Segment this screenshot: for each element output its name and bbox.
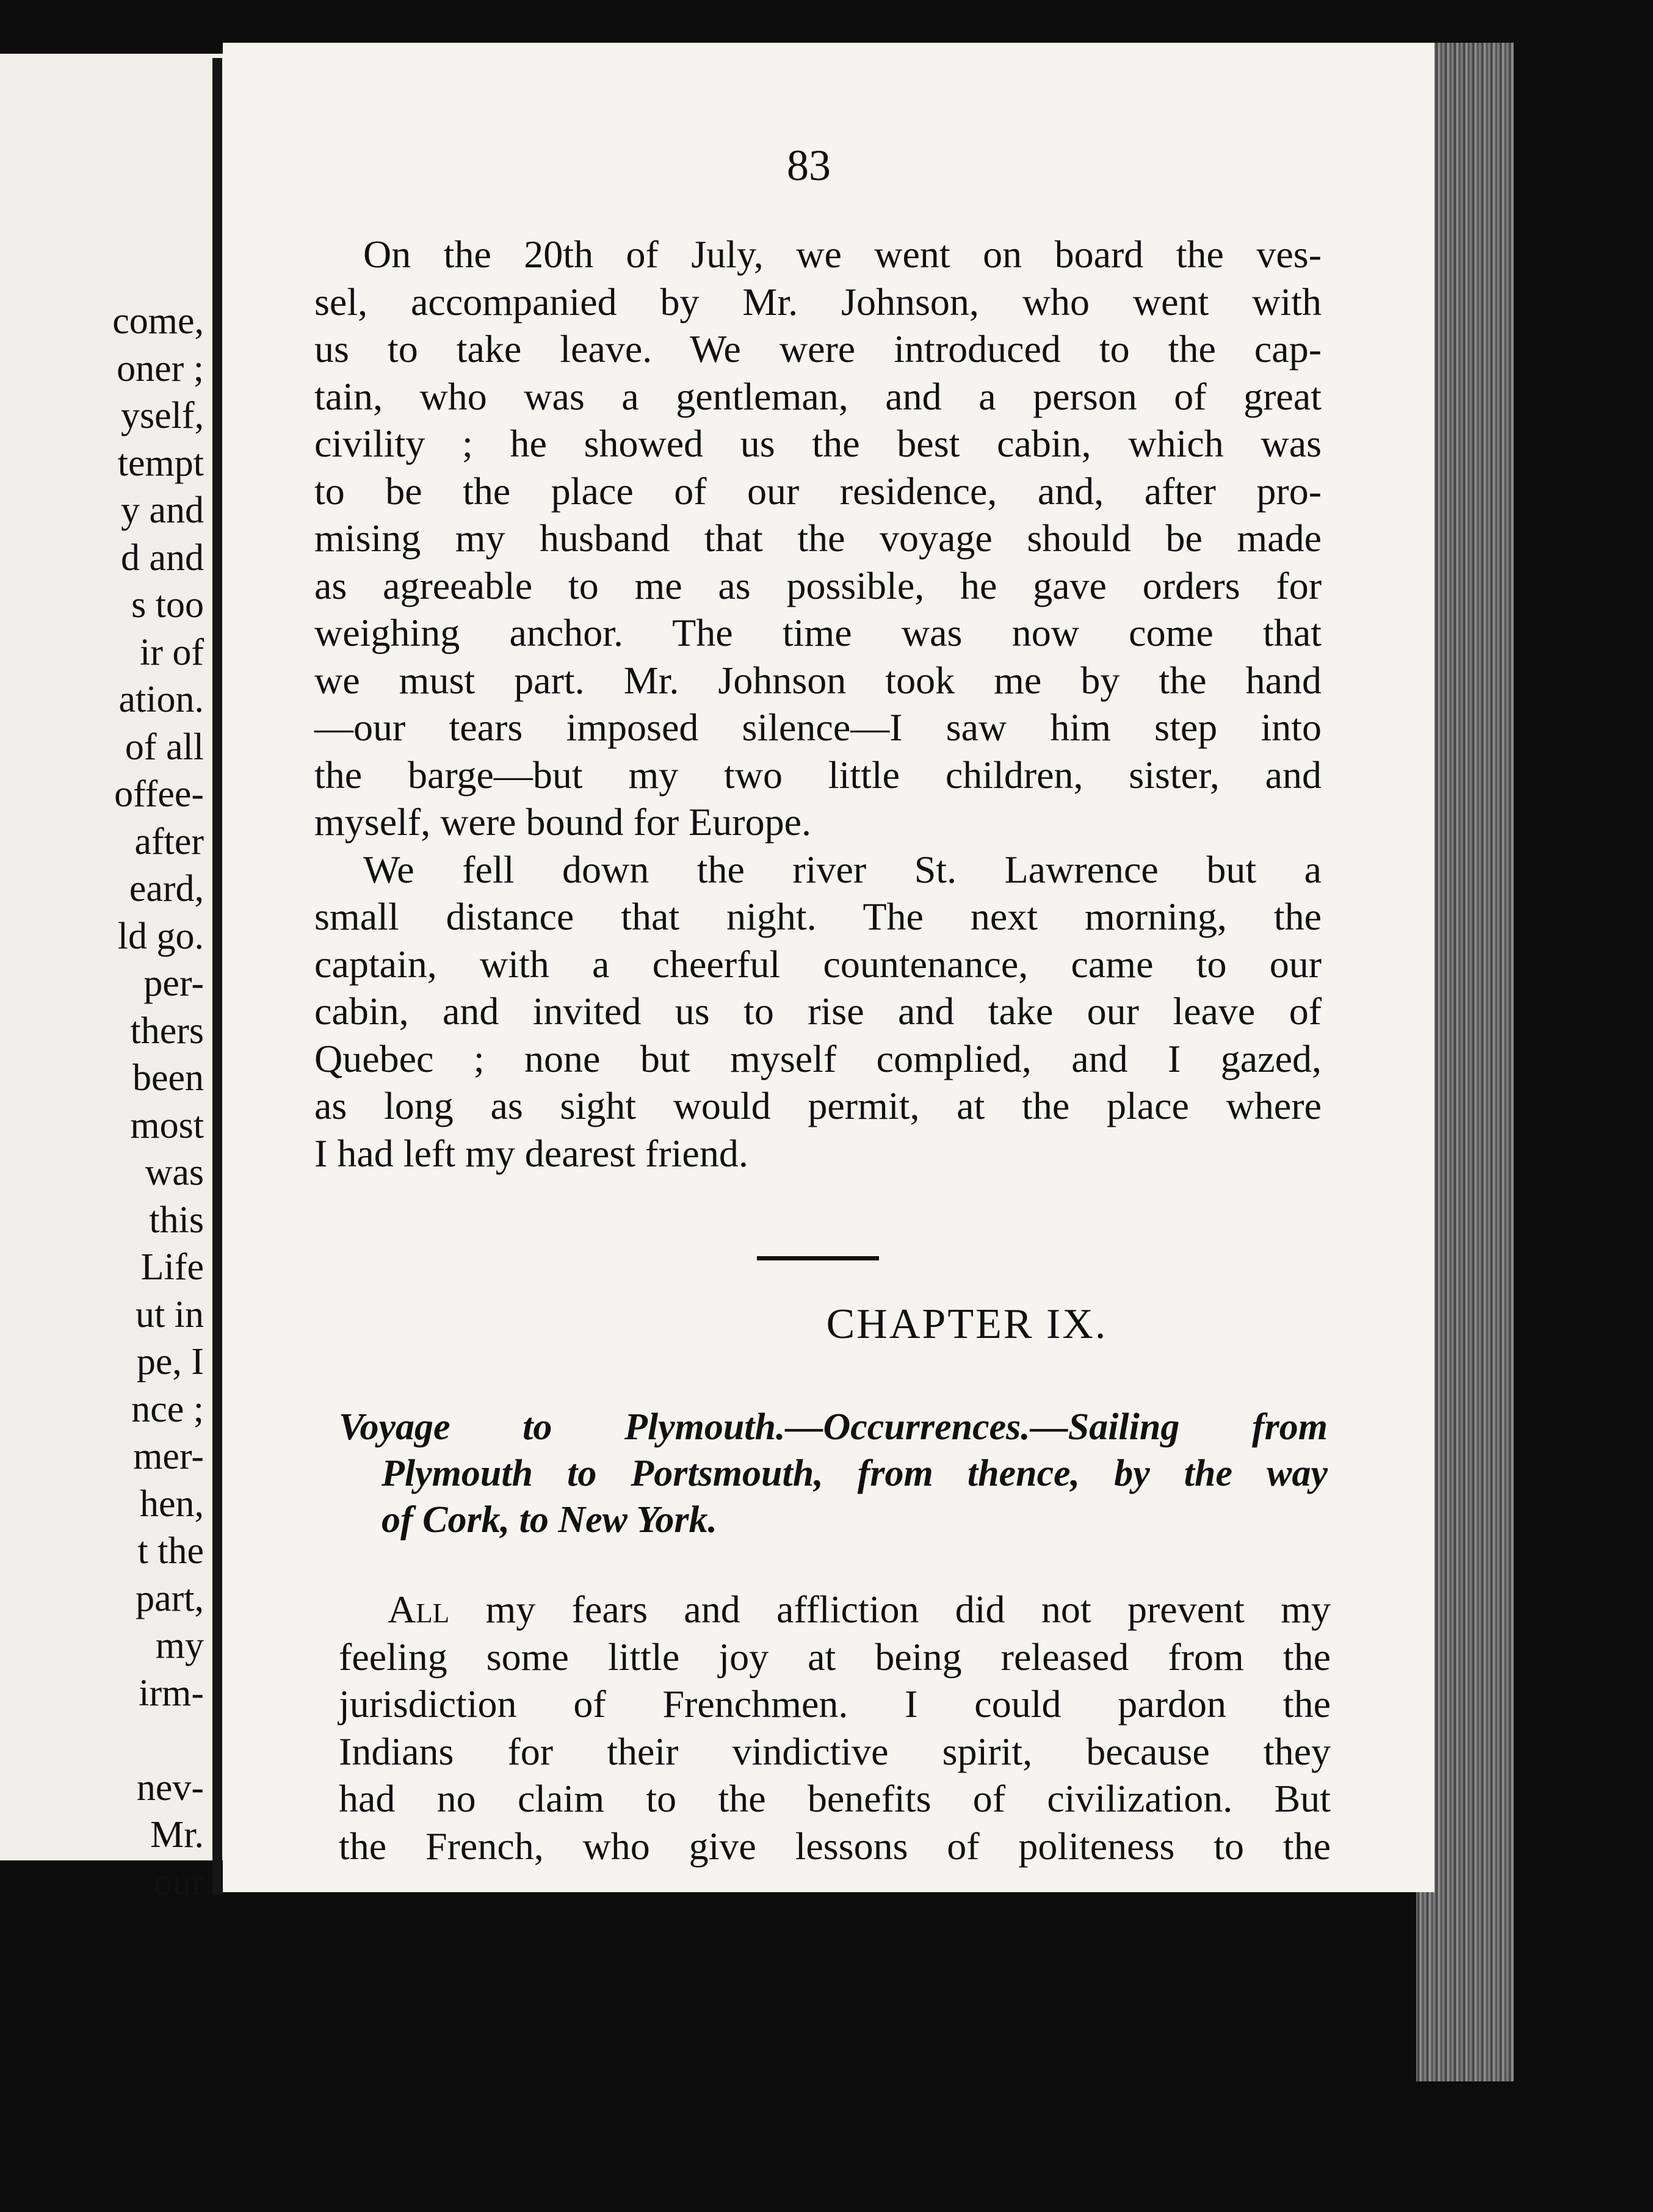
left-page-line: Mr. — [150, 1814, 204, 1856]
left-page-line: ir of — [139, 631, 204, 673]
left-page-line: nce ; — [131, 1388, 204, 1430]
left-page-line: offee- — [114, 773, 204, 815]
drop-word: All — [388, 1588, 450, 1631]
chapter-summary-line: Voyage to Plymouth.—Occurrences.—Sailing from — [339, 1406, 1328, 1448]
paragraph-2-line: cabin, and invited us to rise and take our leave of — [314, 989, 1322, 1033]
paragraph-2-line: small distance that night. The next morning, the — [314, 895, 1322, 938]
left-page-line: yself, — [120, 395, 204, 436]
left-page-line: Life — [140, 1246, 204, 1288]
paragraph-1-line: —our tears imposed silence—I saw him step into — [314, 706, 1322, 749]
section-divider-rule — [757, 1256, 879, 1260]
left-page-line: part, — [136, 1577, 204, 1619]
paragraph-1-line: myself, were bound for Europe. — [314, 800, 811, 844]
paragraph-3-line: Indians for their vindictive spirit, because they — [339, 1729, 1331, 1773]
paragraph-3-line: jurisdiction of Frenchmen. I could pardon the — [339, 1682, 1331, 1726]
paragraph-1-line: sel, accompanied by Mr. Johnson, who went with — [314, 280, 1322, 323]
paragraph-1-line: the barge—but my two little children, sister, and — [314, 753, 1322, 797]
left-page-line: most — [130, 1104, 204, 1146]
left-page-line: ation. — [118, 679, 204, 720]
left-page-line: d and — [120, 537, 204, 579]
left-page-line: s too — [131, 584, 204, 626]
left-page-line: come, — [112, 300, 204, 342]
chapter-text — [339, 1586, 1331, 1870]
chapter-summary-line: Plymouth to Portsmouth, from thence, by the way — [382, 1453, 1328, 1494]
paragraph-3-line: the French, who give lessons of politeness to the — [339, 1824, 1331, 1868]
left-page-line — [0, 1717, 227, 1765]
paragraph-2 — [314, 846, 1322, 1177]
left-page-line: per- — [143, 963, 204, 1004]
left-page-line: t the — [137, 1530, 204, 1572]
chapter-summary — [339, 1404, 1328, 1543]
paragraph-1-line: as agreeable to me as possible, he gave orders for — [314, 563, 1322, 607]
left-page-line: ld go. — [117, 915, 204, 957]
left-facing-page — [0, 54, 231, 1903]
page-number: 83 — [787, 141, 831, 190]
paragraph-1-line: we must part. Mr. Johnson took me by the hand — [314, 658, 1322, 702]
left-page-line: y and — [120, 490, 204, 531]
paragraph-1-line: us to take leave. We were introduced to the cap- — [314, 327, 1322, 370]
paragraph-3-first-line — [339, 1586, 1331, 1633]
left-page-line: was — [145, 1152, 204, 1193]
left-page-line: ut in — [136, 1293, 204, 1336]
paragraph-2-line: We fell down the river St. Lawrence but a — [363, 847, 1322, 891]
left-page-line: nev- — [136, 1766, 204, 1809]
left-page-line: of all — [125, 726, 204, 768]
left-page-line: after — [134, 820, 204, 862]
left-page-line: oner ; — [117, 347, 204, 389]
paragraph-3-line: had no claim to the benefits of civilization. But — [339, 1777, 1331, 1820]
paragraph-2-line: I had left my dearest friend. — [314, 1131, 748, 1175]
chapter-summary-line: of Cork, to New York. — [382, 1499, 718, 1541]
paragraph-1-line: tain, who was a gentleman, and a person of great — [314, 374, 1322, 418]
left-page-line: hen, — [139, 1483, 204, 1525]
left-page-text-fragments — [0, 298, 227, 1906]
left-page-line: mer- — [133, 1436, 204, 1477]
paragraph-1-line: On the 20th of July, we went on board the ves- — [363, 233, 1322, 276]
book-gutter — [212, 58, 222, 1895]
paragraph-3 — [339, 1633, 1331, 1870]
paragraph-1-line: mising my husband that the voyage should be made — [314, 516, 1322, 560]
left-page-line: been — [132, 1057, 204, 1099]
paragraph-1-line: to be the place of our residence, and, after pro- — [314, 469, 1322, 513]
paragraph-1-line: civility ; he showed us the best cabin, which was — [314, 422, 1322, 465]
left-page-line: irm- — [139, 1672, 204, 1714]
left-page-line: thers — [130, 1010, 204, 1052]
main-text — [314, 231, 1322, 1177]
paragraph-2-line: as long as sight would permit, at the place where — [314, 1084, 1322, 1127]
left-page-line: this — [149, 1199, 204, 1241]
paragraph-2-line: Quebec ; none but myself complied, and I gazed, — [314, 1036, 1322, 1080]
paragraph-2-line: captain, with a cheerful countenance, came to our — [314, 942, 1322, 986]
left-page-line: eard, — [129, 868, 204, 909]
left-page-line: tempt — [117, 442, 204, 484]
chapter-heading: CHAPTER IX. — [826, 1301, 1108, 1348]
left-page-line: our — [153, 1861, 204, 1903]
paragraph-1-line: weighing anchor. The time was now come that — [314, 611, 1322, 654]
left-page-line: pe, I — [136, 1341, 204, 1382]
paragraph-1 — [314, 231, 1322, 846]
paragraph-3-line: feeling some little joy at being released from the — [339, 1635, 1331, 1679]
paragraph-3-first-line-rest: my fears and affliction did not prevent my — [449, 1588, 1331, 1631]
left-page-line: my — [155, 1625, 204, 1666]
